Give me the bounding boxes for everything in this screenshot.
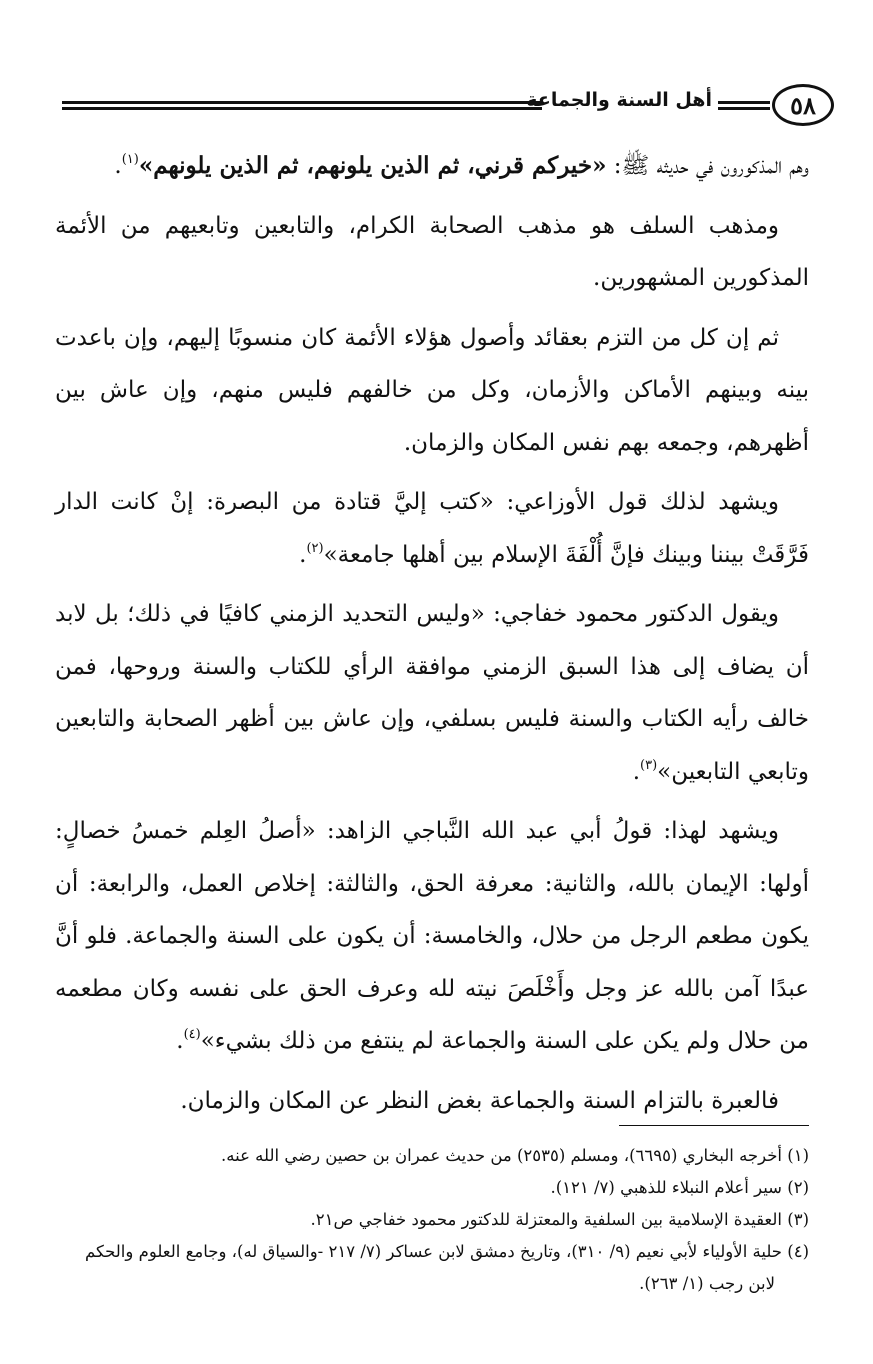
header-rule-short [718,101,770,110]
footnote-4-continuation: لابن رجب (١/ ٢٦٣). [639,1274,775,1293]
p6-text: ويشهد لهذا: قولُ أبي عبد الله النَّباجي الزاهد: «أصلُ العِلم خمسُ خصالٍ: أولها: الإيمان بالله، والثانية: معرفة الحق، والثالثة: إخلاص العمل، والرابعة: أن يكون مطعم الرجل من حلال، والخامسة: أن يكون على السنة والجماعة. فلو أنَّ عبدًا آمن بالله عز وجل وأَخْلَصَ نيته لله وعرف الحق على نفسه وكان مطعمه من حلال ولم يكن على السنة والجماعة لم ينتفع من ذلك بشيء» [55,818,809,1054]
running-title: أهل السنة والجماعة [526,89,712,111]
p1-end: . [114,153,122,179]
running-header [62,84,834,130]
paragraph-5 [55,588,809,798]
paragraph-6 [55,805,809,1068]
page-number: ٥٨ [772,84,834,126]
footnote-3: (٣) العقيدة الإسلامية بين السلفية والمعتزلة للدكتور محمود خفاجي ص٢١. [310,1210,809,1229]
p1-intro: وهم المذكورون في حديثه ﷺ: [606,153,809,179]
hadith-quote: «خيركم قرني، ثم الذين يلونهم، ثم الذين يلونهم» [138,152,607,179]
footnote-4 [55,1236,809,1300]
paragraph-7: فالعبرة بالتزام السنة والجماعة بغض النظر عن المكان والزمان. [180,1087,779,1114]
p6-end: . [176,1028,184,1054]
paragraph-2: ومذهب السلف هو مذهب الصحابة الكرام، والتابعين وتابعيهم من الأئمة المذكورين المشهورين. [55,212,809,291]
paragraph-3: ثم إن كل من التزم بعقائد وأصول هؤلاء الأئمة كان منسوبًا إليهم، وإن باعدت بينه وبينهم الأماكن والأزمان، وكل من خالفهم فليس منهم، وإن عاش بين أظهرهم، وجمعه بهم نفس المكان والزمان. [55,324,809,456]
main-text [55,140,809,1134]
p4-text: ويشهد لذلك قول الأوزاعي: «كتب إليَّ قتادة من البصرة: إنْ كانت الدار فَرَّقَتْ بيننا وبينك فإنَّ أُلْفَةَ الإسلام بين أهلها جامعة» [55,489,809,568]
paragraph-1 [55,140,809,193]
footnotes [55,1140,809,1300]
footnote-1: (١) أخرجه البخاري (٦٦٩٥)، ومسلم (٢٥٣٥) من حديث عمران بن حصين رضي الله عنه. [221,1146,809,1165]
footnote-2: (٢) سير أعلام النبلاء للذهبي (٧/ ١٢١). [550,1178,809,1197]
footnote-separator [619,1125,809,1126]
footnote-ref-1[interactable]: (١) [121,152,139,167]
footnote-ref-3[interactable]: (٣) [640,757,658,773]
p5-end: . [632,758,640,785]
p5-text: ويقول الدكتور محمود خفاجي: «وليس التحديد الزمني كافيًا في ذلك؛ بل لابد أن يضاف إلى هذا السبق الزمني موافقة الرأي للكتاب والسنة وروحها، فمن خالف رأيه الكتاب والسنة فليس بسلفي، وإن عاش بين أظهر الصحابة والتابعين وتابعي التابعين» [55,601,809,785]
paragraph-4 [55,476,809,581]
header-rule-long [62,101,542,110]
footnote-ref-2[interactable]: (٢) [306,540,324,556]
footnote-ref-4[interactable]: (٤) [183,1027,201,1042]
footnote-4-text: (٤) حلية الأولياء لأبي نعيم (٩/ ٣١٠)، وتاريخ دمشق لابن عساكر (٧/ ٢١٧ -والسياق له)، وجامع العلوم والحكم [85,1242,809,1261]
p4-end: . [299,541,307,568]
